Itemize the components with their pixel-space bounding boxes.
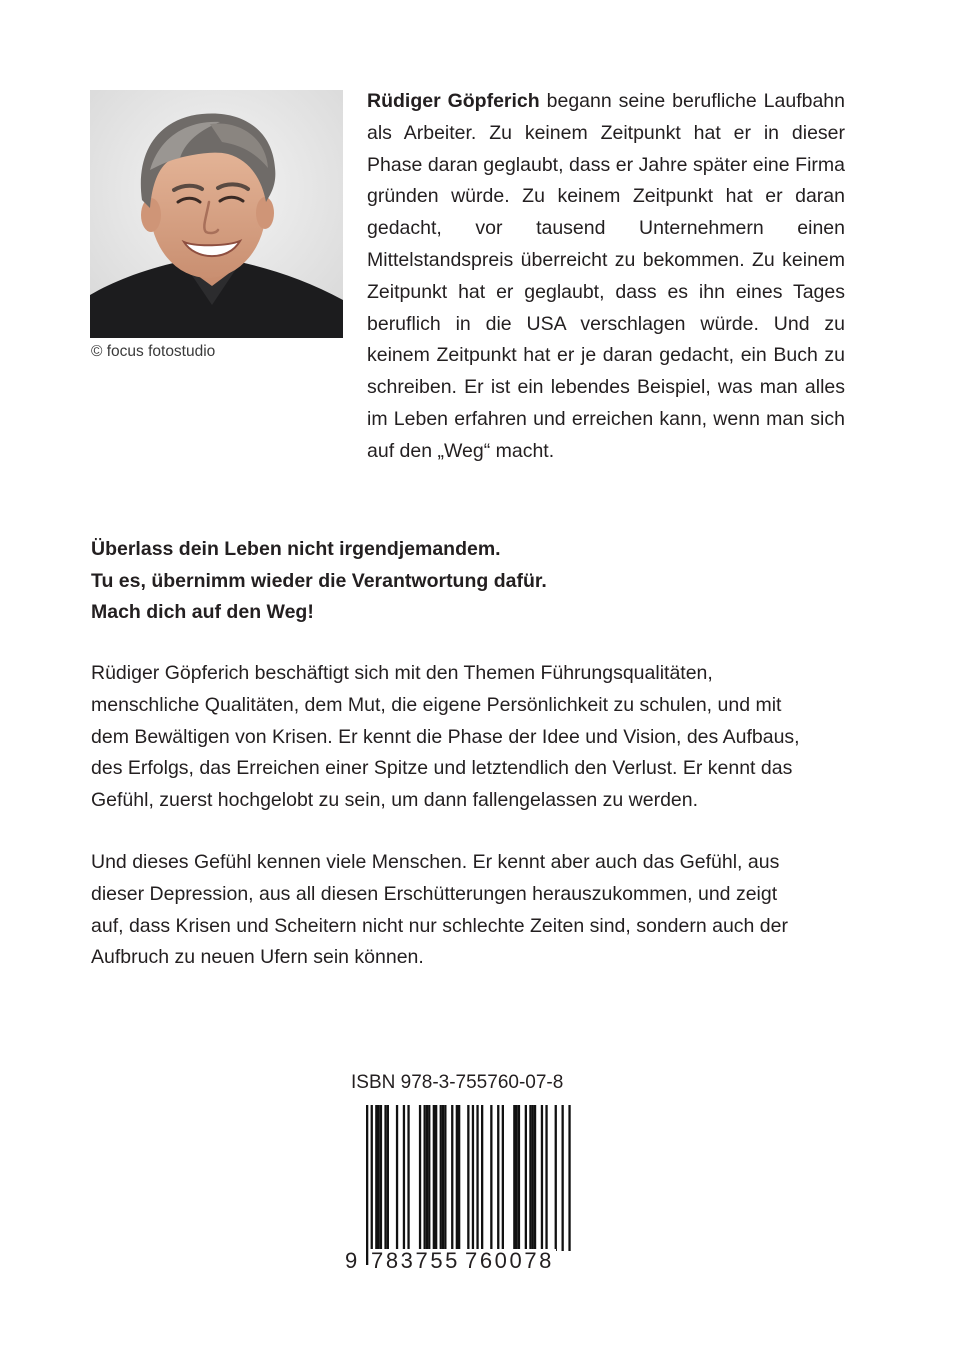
barcode-bar — [440, 1105, 442, 1251]
barcode-bar — [545, 1105, 547, 1251]
barcode-bar — [419, 1105, 421, 1251]
photo-credit: © focus fotostudio — [91, 343, 216, 360]
barcode-bar — [375, 1105, 377, 1251]
barcode-bar — [442, 1105, 444, 1251]
paragraph-line: Aufbruch zu neuen Ufern sein können. — [91, 946, 424, 969]
barcode-bar — [424, 1105, 426, 1251]
barcode-bar — [516, 1105, 518, 1251]
author-bio-text: begann seine berufliche Laufbahn als Arbeiter. Zu keinem Zeitpunkt hat er in dieser Phase daran geglaubt, dass er Jahre später eine Firma gründen würde. Zu keinem Zeitpunkt hat er daran gedacht, vor tausend Unternehmern einen Mittelstandspreis überreicht zu bekommen. Zu keinem Zeitpunkt hat er geglaubt, dass es ihn eines Tages beruflich in die USA verschlagen würde. Und zu keinem Zeitpunkt hat er je daran gedacht, ein Buch zu schreiben. Er ist ein lebendes Beispiel, was man alles im Leben erfahren und erreichen kann, wenn man sich auf den „Weg“ macht. — [367, 90, 845, 462]
isbn-label: ISBN 978-3-755760-07-8 — [351, 1072, 564, 1093]
paragraph-line: dem Bewältigen von Krisen. Er kennt die Phase der Idee und Vision, des Aufbaus, — [91, 725, 800, 748]
barcode-bar — [384, 1105, 386, 1251]
barcode-bar — [456, 1105, 458, 1251]
barcode-bar — [534, 1105, 536, 1251]
paragraph-line: Rüdiger Göpferich beschäftigt sich mit den Themen Führungsqualitäten, — [91, 662, 713, 684]
description-paragraph — [91, 847, 851, 974]
barcode-bar — [490, 1105, 492, 1251]
tagline-line: Mach dich auf den Weg! — [91, 601, 314, 623]
barcode-bar — [366, 1105, 368, 1265]
barcode-bar — [435, 1105, 437, 1251]
barcode-bar — [426, 1105, 428, 1251]
barcode-bar — [518, 1105, 520, 1251]
barcode-bar — [378, 1105, 380, 1251]
paragraph-line: Gefühl, zuerst hochgelobt zu sein, um dann fallengelassen zu werden. — [91, 789, 699, 812]
barcode-bar — [502, 1105, 504, 1251]
barcode-bar — [428, 1105, 430, 1251]
author-bio — [367, 86, 845, 468]
description-paragraph — [91, 658, 851, 817]
barcode-bar — [497, 1105, 499, 1251]
barcode-first-digit: 9 — [345, 1248, 360, 1273]
barcode-bar — [371, 1105, 373, 1265]
barcode-bar — [529, 1105, 531, 1251]
barcode-bar — [555, 1105, 557, 1251]
author-photo — [90, 90, 343, 338]
paragraph-line: des Erfolgs, das Erreichen einer Spitze und letztendlich den Verlust. Er kennt das — [91, 757, 793, 780]
barcode-bar — [380, 1105, 382, 1251]
barcode-bar — [407, 1105, 409, 1251]
paragraph-line: Und dieses Gefühl kennen viele Menschen. Er kennt aber auch das Gefühl, aus — [91, 851, 780, 873]
barcode-bar — [451, 1105, 453, 1251]
paragraph-line: dieser Depression, aus all diesen Erschütterungen herauszukommen, und zeigt — [91, 882, 778, 905]
barcode-right-digits: 760078 — [465, 1248, 555, 1273]
barcode-bar — [387, 1105, 389, 1251]
barcode-bar — [458, 1105, 460, 1251]
barcode-bar — [568, 1105, 570, 1251]
barcode-left-digits: 783755 — [371, 1248, 461, 1273]
barcode-bar — [433, 1105, 435, 1251]
tagline-line: Tu es, übernimm wieder die Verantwortung dafür. — [91, 569, 547, 592]
author-name: Rüdiger Göpferich — [367, 90, 540, 112]
barcode-bar — [467, 1105, 469, 1251]
barcode-bar — [541, 1105, 543, 1251]
paragraph-line: auf, dass Krisen und Scheitern nicht nur schlechte Zeiten sind, sondern auch der — [91, 914, 788, 937]
barcode-bar — [532, 1105, 534, 1251]
tagline-line: Überlass dein Leben nicht irgendjemandem. — [91, 538, 501, 560]
barcode-bar — [396, 1105, 398, 1251]
tagline — [91, 534, 547, 629]
barcode-bar — [472, 1105, 474, 1265]
barcode-bar — [525, 1105, 527, 1251]
barcode-bar — [513, 1105, 515, 1251]
paragraph-line: menschliche Qualitäten, dem Mut, die eigene Persönlichkeit zu schulen, und mit — [91, 693, 782, 716]
barcode-bar — [403, 1105, 405, 1251]
barcode-bar — [562, 1105, 564, 1251]
barcode-bar — [481, 1105, 483, 1251]
barcode-bar — [444, 1105, 446, 1251]
barcode-bar — [476, 1105, 478, 1265]
author-portrait-illustration — [90, 90, 343, 338]
